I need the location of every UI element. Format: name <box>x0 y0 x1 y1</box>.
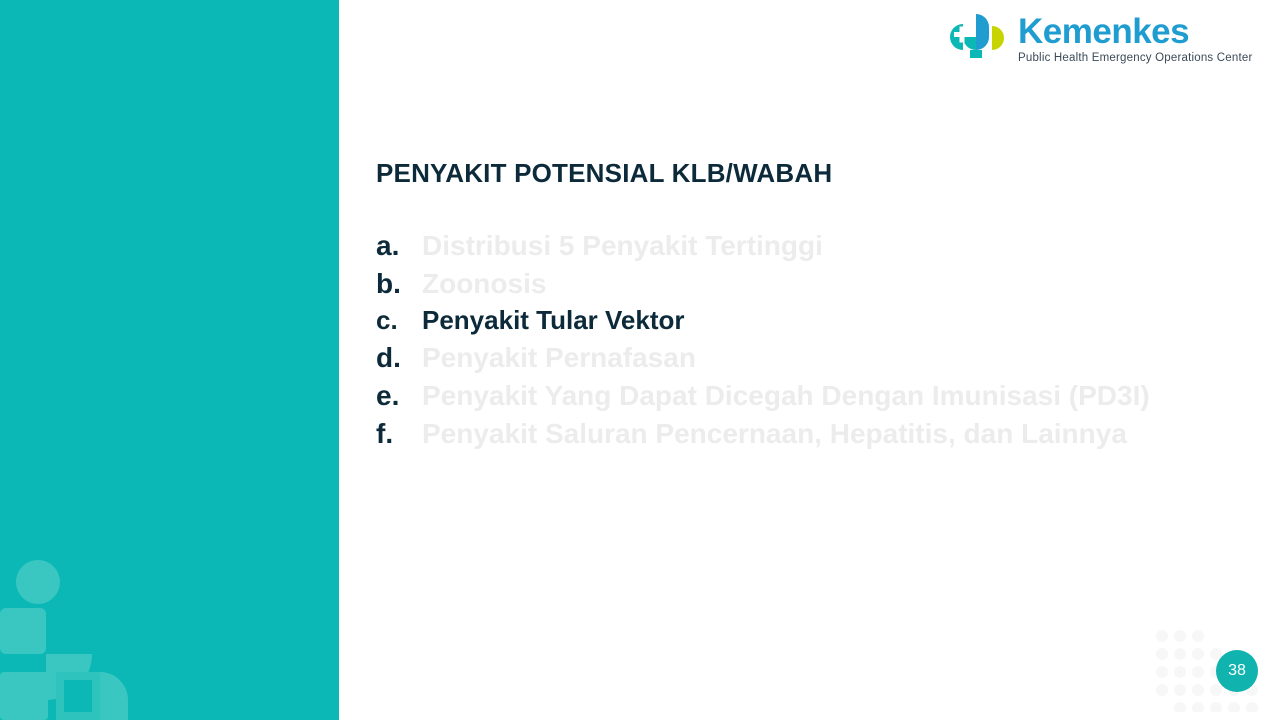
list-item-label: Penyakit Tular Vektor <box>422 305 685 336</box>
page-title: PENYAKIT POTENSIAL KLB/WABAH <box>376 158 833 188</box>
list-item <box>376 339 1236 377</box>
page-number-badge: 38 <box>1216 650 1258 692</box>
kemenkes-logo <box>946 8 1266 70</box>
list-marker: a. <box>376 230 400 261</box>
list-marker: f. <box>376 417 394 449</box>
list-item-label: Penyakit Saluran Pencernaan, Hepatitis, dan Lainnya <box>422 417 1127 449</box>
list-marker: b. <box>376 268 401 300</box>
list-marker: e. <box>376 379 400 411</box>
list-item-active <box>376 303 1236 338</box>
list-item-label: Penyakit Pernafasan <box>422 341 696 373</box>
logo-subtitle: Public Health Emergency Operations Center <box>1018 51 1253 64</box>
decorative-shapes <box>0 560 180 720</box>
list-marker: c. <box>376 305 398 336</box>
list-item-label: Distribusi 5 Penyakit Tertinggi <box>422 230 823 261</box>
list-item <box>376 377 1236 415</box>
list-marker: d. <box>376 341 401 373</box>
kemenkes-clover-logo-icon <box>946 10 1008 68</box>
left-accent-panel <box>0 0 339 720</box>
list-item-label: Zoonosis <box>422 268 547 300</box>
logo-title: Kemenkes <box>1018 11 1190 51</box>
topic-list <box>376 227 1236 453</box>
slide-content <box>376 158 1236 453</box>
list-item-label: Penyakit Yang Dapat Dicegah Dengan Imunisasi (PD3I) <box>422 379 1150 411</box>
list-item <box>376 415 1236 453</box>
list-item <box>376 265 1236 303</box>
list-item <box>376 227 1236 265</box>
